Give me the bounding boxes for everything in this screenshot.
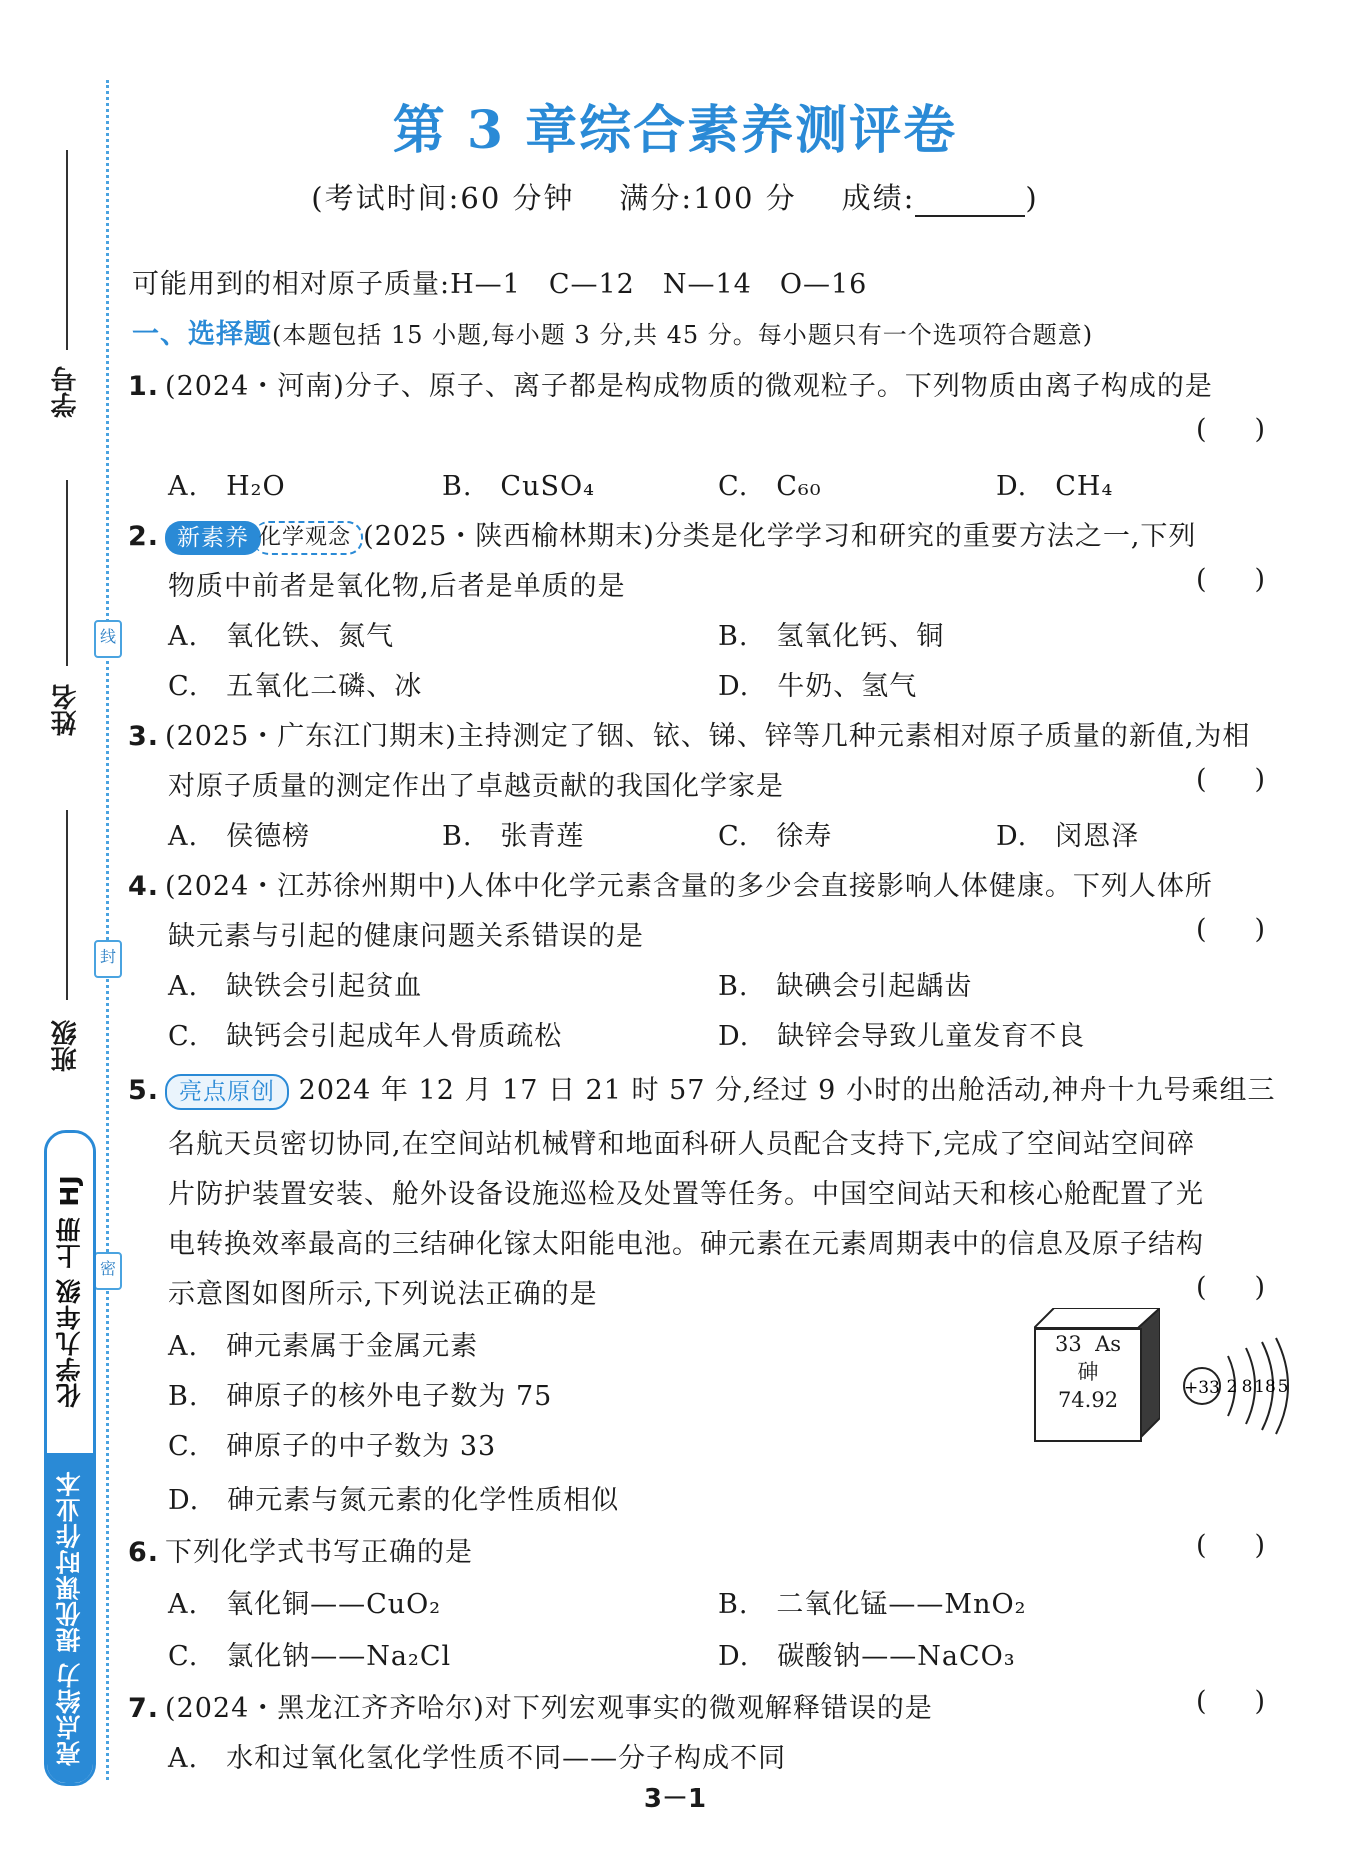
question-7: [128, 1686, 933, 1725]
question-number: 5.: [128, 1075, 160, 1106]
class-label: 班级: [51, 1020, 81, 1072]
question-stem: (2024・黑龙江齐齐哈尔)对下列宏观事实的微观解释错误的是: [165, 1693, 933, 1724]
answer-paren[interactable]: (): [1196, 1530, 1314, 1561]
answer-paren[interactable]: (): [1196, 414, 1314, 445]
page-number: 3－1: [643, 1784, 707, 1814]
shell-electrons: 5: [1277, 1377, 1289, 1397]
option-d[interactable]: D. 闵恩泽: [996, 821, 1140, 852]
question-number: 3.: [128, 721, 160, 752]
option-c[interactable]: C. 五氧化二磷、冰: [168, 671, 423, 702]
question-3: [128, 714, 1250, 753]
series-brand-label: 亮点给力 提优课时作业本: [47, 1453, 93, 1783]
option-a[interactable]: A. H₂O: [168, 471, 286, 502]
option-c[interactable]: C. C₆₀: [718, 471, 822, 502]
question-number: 7.: [128, 1693, 160, 1724]
answer-paren[interactable]: (): [1196, 914, 1314, 945]
atom-structure-diagram: [1180, 1330, 1290, 1440]
answer-paren[interactable]: (): [1196, 1686, 1314, 1717]
section-note: (本题包括 15 小题,每小题 3 分,共 45 分。每小题只有一个选项符合题意): [272, 321, 1094, 349]
question-stem: (2025・陕西榆林期末)分类是化学学习和研究的重要方法之一,下列: [363, 521, 1197, 552]
option-a[interactable]: A. 水和过氧化氢化学性质不同——分子构成不同: [168, 1743, 787, 1774]
concept-tag: 化学观念: [253, 521, 363, 555]
seal-line-tag: 线: [94, 620, 122, 658]
section-title: 一、选择题: [132, 319, 272, 350]
option-a[interactable]: A. 氧化铜——CuO₂: [168, 1589, 442, 1620]
question-stem: (2025・广东江门期末)主持测定了铟、铱、锑、锌等几种元素相对原子质量的新值,为相: [165, 721, 1251, 752]
answer-paren[interactable]: (): [1196, 1272, 1314, 1303]
atomic-number: 33: [1054, 1332, 1082, 1356]
question-stem: 下列化学式书写正确的是: [165, 1537, 474, 1568]
option-c[interactable]: C. 缺钙会引起成年人骨质疏松: [168, 1021, 563, 1052]
name-blank: [66, 480, 68, 666]
option-d[interactable]: D. 缺锌会导致儿童发育不良: [718, 1021, 1086, 1052]
seal-seal-tag: 封: [94, 940, 122, 978]
question-4: [128, 864, 1213, 903]
option-a[interactable]: A. 氧化铁、氮气: [168, 621, 395, 652]
question-stem: 2024 年 12 月 17 日 21 时 57 分,经过 9 小时的出舱活动,神舟十九号乘组三: [298, 1075, 1276, 1106]
shell-electrons: 18: [1254, 1377, 1276, 1397]
option-b[interactable]: B. CuSO₄: [442, 471, 595, 502]
question-stem-cont: 物质中前者是氧化物,后者是单质的是: [168, 571, 626, 602]
question-2: [128, 514, 1196, 555]
element-symbol: As: [1095, 1332, 1122, 1356]
option-b[interactable]: B. 二氧化锰——MnO₂: [718, 1589, 1027, 1620]
question-number: 1.: [128, 371, 160, 402]
option-c[interactable]: C. 氯化钠——Na₂Cl: [168, 1641, 452, 1672]
question-5: [128, 1068, 1276, 1110]
page-title: 第 3 章综合素养测评卷: [392, 100, 958, 161]
question-stem-cont: 电转换效率最高的三结砷化镓太阳能电池。砷元素在元素周期表中的信息及原子结构: [168, 1229, 1204, 1260]
question-stem-cont: 对原子质量的测定作出了卓越贡献的我国化学家是: [168, 771, 784, 802]
score-blank[interactable]: [915, 187, 1025, 217]
answer-paren[interactable]: (): [1196, 564, 1314, 595]
question-stem: (2024・河南)分子、原子、离子都是构成物质的微观粒子。下列物质由离子构成的是: [165, 371, 1213, 402]
exam-score-label: 成绩:: [841, 181, 916, 215]
shell-electrons: 2: [1226, 1377, 1238, 1397]
answer-paren[interactable]: (): [1196, 764, 1314, 795]
option-d[interactable]: D. 碳酸钠——NaCO₃: [718, 1641, 1016, 1672]
series-badge: [44, 1130, 96, 1786]
exam-time: (考试时间:60 分钟: [311, 181, 575, 215]
student-id-label: 学号: [51, 366, 81, 418]
option-d[interactable]: D. 牛奶、氢气: [718, 671, 918, 702]
question-stem-cont: 片防护装置安装、舱外设备设施巡检及处置等任务。中国空间站天和核心舱配置了光: [168, 1179, 1204, 1210]
question-number: 2.: [128, 521, 160, 552]
class-blank: [66, 810, 68, 1000]
atomic-masses: 可能用到的相对原子质量:H—1 C—12 N—14 O—16: [132, 269, 868, 300]
option-d[interactable]: D. CH₄: [996, 471, 1114, 502]
option-b[interactable]: B. 氢氧化钙、铜: [718, 621, 945, 652]
exam-info: [0, 176, 1350, 217]
option-a[interactable]: A. 侯德榜: [168, 821, 311, 852]
seal-dotted-line: [106, 80, 109, 1780]
question-stem: (2024・江苏徐州期中)人体中化学元素含量的多少会直接影响人体健康。下列人体所: [165, 871, 1213, 902]
exam-full-score: 满分:100 分: [619, 181, 797, 215]
name-label: 姓名: [51, 684, 81, 736]
question-number: 6.: [128, 1537, 160, 1568]
element-card-header: [1036, 1330, 1140, 1358]
seal-close-tag: 密: [94, 1252, 122, 1290]
question-stem-cont: 缺元素与引起的健康问题关系错误的是: [168, 921, 644, 952]
exam-info-close: ): [1025, 181, 1039, 215]
question-stem-cont: 示意图如图所示,下列说法正确的是: [168, 1279, 598, 1310]
option-b[interactable]: B. 张青莲: [442, 821, 585, 852]
option-a[interactable]: A. 缺铁会引起贫血: [168, 971, 423, 1002]
option-b[interactable]: B. 缺碘会引起龋齿: [718, 971, 973, 1002]
option-d[interactable]: D. 砷元素与氮元素的化学性质相似: [168, 1485, 620, 1516]
question-number: 4.: [128, 871, 160, 902]
option-c[interactable]: C. 徐寿: [718, 821, 833, 852]
nucleus-charge: +33: [1184, 1378, 1220, 1398]
shell-electrons: 8: [1241, 1377, 1253, 1397]
option-a[interactable]: A. 砷元素属于金属元素: [168, 1331, 479, 1362]
question-stem-cont: 名航天员密切协同,在空间站机械臂和地面科研人员配合支持下,完成了空间站空间碎: [168, 1129, 1196, 1160]
atomic-mass: 74.92: [1057, 1388, 1119, 1412]
element-name: 砷: [1077, 1360, 1099, 1384]
question-6: [128, 1530, 473, 1569]
original-tag: 亮点原创: [165, 1074, 289, 1110]
new-literacy-tag: 新素养: [165, 521, 261, 555]
question-1: [128, 364, 1213, 403]
element-card: [1034, 1328, 1142, 1442]
section-heading: [132, 312, 1093, 351]
series-grade-label: 化学九年级 上册 HJ: [47, 1133, 93, 1449]
option-c[interactable]: C. 砷原子的中子数为 33: [168, 1431, 497, 1462]
option-b[interactable]: B. 砷原子的核外电子数为 75: [168, 1381, 553, 1412]
